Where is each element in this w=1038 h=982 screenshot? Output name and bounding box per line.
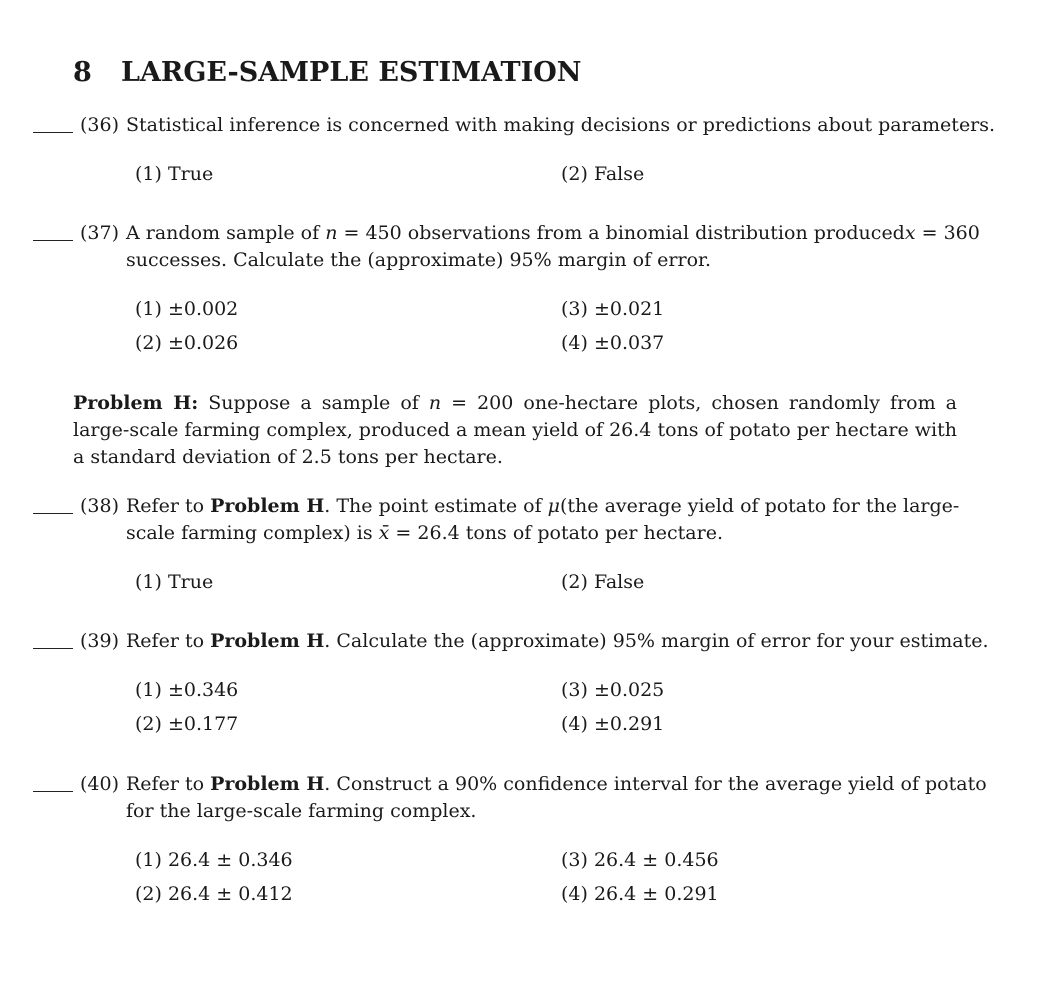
question-text: Statistical inference is concerned with making decisions or predictions about parameters. (126, 114, 996, 136)
answer-blank-39[interactable] (33, 648, 73, 649)
question-text-line2: for the large-scale farming complex. (126, 800, 477, 822)
section-title: LARGE-SAMPLE ESTIMATION (121, 57, 582, 88)
option-3: (3) ±0.025 (561, 679, 665, 701)
answer-blank-38[interactable] (33, 513, 73, 514)
option-2: (2) False (561, 571, 645, 593)
question-text: Refer to Problem H. Construct a 90% confidence interval for the average yield of potato (126, 773, 987, 795)
question-number: (36) (80, 114, 120, 136)
section-number: 8 (73, 57, 92, 88)
option-1: (1) True (135, 163, 214, 185)
option-4: (4) ±0.037 (561, 332, 665, 354)
question-text-line2: scale farming complex) is x̄ = 26.4 tons of potato per hectare. (126, 522, 724, 544)
problem-h-statement: Problem H: Suppose a sample of n = 200 one-hectare plots, chosen randomly from a large-scale farming complex, produced a mean yield of 26.4 tons of potato per hectare with a standard deviation of 2.5 tons per hectare. (73, 392, 957, 468)
question-text: Refer to Problem H. The point estimate of μ (the average yield of potato for the large- (126, 495, 960, 517)
answer-blank-36[interactable] (33, 132, 73, 133)
option-2: (2) ±0.026 (135, 332, 239, 354)
option-1: (1) ±0.346 (135, 679, 239, 701)
answer-blank-40[interactable] (33, 791, 73, 792)
option-1: (1) ±0.002 (135, 298, 239, 320)
option-2: (2) 26.4 ± 0.412 (135, 883, 293, 905)
option-3: (3) 26.4 ± 0.456 (561, 849, 719, 871)
question-number: (39) (80, 630, 120, 652)
question-number: (37) (80, 222, 120, 244)
question-number: (38) (80, 495, 120, 517)
question-text: Refer to Problem H. Calculate the (approximate) 95% margin of error for your estimate. (126, 630, 989, 652)
question-text: A random sample of n = 450 observations from a binomial distribution produced x = 360 (126, 222, 980, 244)
option-2: (2) ±0.177 (135, 713, 239, 735)
question-number: (40) (80, 773, 120, 795)
answer-blank-37[interactable] (33, 240, 73, 241)
option-2: (2) False (561, 163, 645, 185)
option-1: (1) True (135, 571, 214, 593)
option-1: (1) 26.4 ± 0.346 (135, 849, 293, 871)
option-3: (3) ±0.021 (561, 298, 665, 320)
question-text-line2: successes. Calculate the (approximate) 95% margin of error. (126, 249, 712, 271)
option-4: (4) ±0.291 (561, 713, 665, 735)
option-4: (4) 26.4 ± 0.291 (561, 883, 719, 905)
